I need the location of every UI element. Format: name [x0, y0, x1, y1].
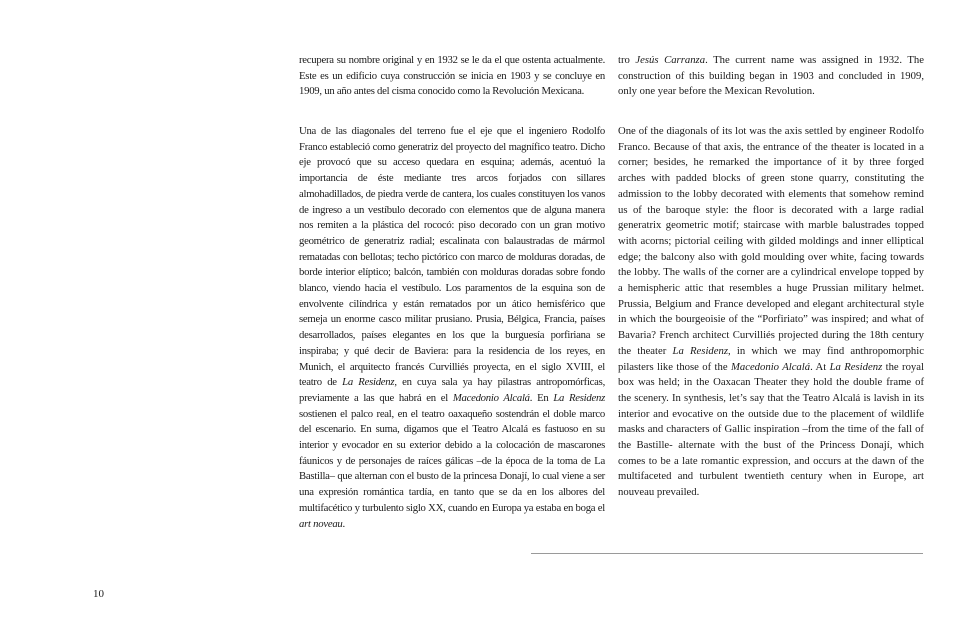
italic-text-run: Jesús Carranza — [635, 54, 706, 66]
spanish-intro-text — [299, 53, 605, 100]
text-run: . — [342, 517, 345, 530]
italic-text-run: La Residenz — [672, 344, 729, 357]
text-run: , en cuya sala ya hay pilastras antropomórficas, previamente a las que habrá en el — [299, 376, 606, 404]
spanish-main-text — [299, 124, 605, 532]
italic-text-run: art noveau — [299, 517, 343, 530]
italic-text-run: La Residenz — [342, 376, 395, 389]
english-main-paragraph — [618, 124, 924, 501]
english-intro-text — [618, 53, 924, 100]
text-run: , in which we may find anthropomorphic pilasters like those of the — [618, 344, 924, 373]
text-run: One of the diagonals of its lot was the axis settled by engineer Rodolfo Franco. Because of that axis, the entrance of the theater is located in a corner; besides, he remarked the importance of it by three forged arches with padded blocks of green stone quarry, constituting the admission to the lobby decorated with elements that somehow remind us of the baroque style: the floor is decorated with a large radial generatrix geometric motif; staircase with marble balustrades topped with acorns; pictorial ceiling with gilded moldings and inner elliptical edge; the balcony also with gold moulding over white, facing towards the lobby. The walls of the corner are a cylindrical envelope topped by a hemispheric attic that resembles a huge Prussian military helmet. Prussia, Belgium and France developed and elegant architectural style in which the bourgeoisie of the “Porfiriato” was inspired; and what of Bavaria? French architect Curvilliés projected during the 18th century the theater — [618, 125, 924, 357]
footer-divider — [531, 553, 923, 554]
text-run: . At — [810, 360, 830, 373]
text-run: . The current name was assigned in 1932. The construction of this building began in 1903 and concluded in 1909, only one year before the Mexican Revolution. — [618, 54, 925, 98]
text-run: tro — [618, 54, 636, 66]
english-main-text — [618, 124, 924, 501]
spanish-intro-paragraph — [299, 53, 605, 100]
italic-text-run: La Residenz — [553, 391, 605, 404]
english-intro-paragraph — [618, 53, 924, 100]
text-run: sostienen el palco real, en el teatro oaxaqueño sostendrán el doble marco del escenario. En suma, digamos que el Teatro Alcalá es fastuoso en su interior y evocador en su exterior debido a la colocación de mascarones fáunicos y de personajes de raíces gálicas –de la época de la toma de La Bastilla– que alternan con el busto de la princesa Donají, lo cual viene a ser una expresión romántica tardía, en tanto que se da en los albores del multifacético y turbulento siglo XX, cuando en Europa ya estaba en boga el — [299, 407, 605, 514]
text-run: Una de las diagonales del terreno fue el eje que el ingeniero Rodolfo Franco estableció como generatriz del proyecto del magnífico teatro. Dicho eje provocó que su acceso quedara en esquina; además, acentuó la importancia de éste mediante tres arcos forjados con sillares almohadillados, de piedra verde de cantera, los cuales constituyen los vanos de ingreso a un vestíbulo decorado con elementos que de alguna manera nos remiten a la plástica del rococó: piso decorado con un gran motivo geométrico de generatriz radial; escalinata con balaustradas de mármol rematadas con bellotas; techo pictórico con marco de molduras doradas, de borde interior elíptico; balcón, también con molduras doradas sobre fondo blanco, viendo hacia el vestíbulo. Los paramentos de la esquina son de envolvente cilíndrica y están rematados por un ático hemisférico que semeja un enorme casco militar prusiano. Prusia, Bélgica, Francia, países desarrollados, países elegantes en los que la burguesía porfiriana se inspiraba; y qué decir de Baviera: para la residencia de los reyes, en Munich, el arquitecto francés Curvilliés proyecta, en el siglo XVIII, el teatro de — [299, 125, 605, 389]
text-run: the royal box was held; in the Oaxacan Theater they hold the double frame of the scenery. In synthesis, let’s say that the Teatro Alcalá is lavish in its interior and evocative on the outside due to the placement of wildlife masks and characters of Gallic inspiration –from the time of the fall of the Bastille- alternate with the bust of the Princess Donají, which comes to be a late romantic expression, and occurs at the dawn of the multifaceted and turbulent twentieth century when in Europe, art nouveau prevailed. — [618, 360, 924, 499]
spanish-main-paragraph — [299, 124, 605, 532]
text-run: recupera su nombre original y en 1932 se le da el que ostenta actualmente. Este es un edificio cuya construcción se inicia en 1903 y se concluye en 1909, un año antes del cisma conocido como la Revolución Mexicana. — [299, 54, 605, 98]
italic-text-run: La Residenz — [829, 360, 883, 373]
text-run: . En — [529, 391, 554, 404]
italic-text-run: Macedonio Alcalá — [452, 391, 530, 404]
italic-text-run: Macedonio Alcalá — [730, 360, 811, 373]
page-number: 10 — [93, 588, 104, 600]
